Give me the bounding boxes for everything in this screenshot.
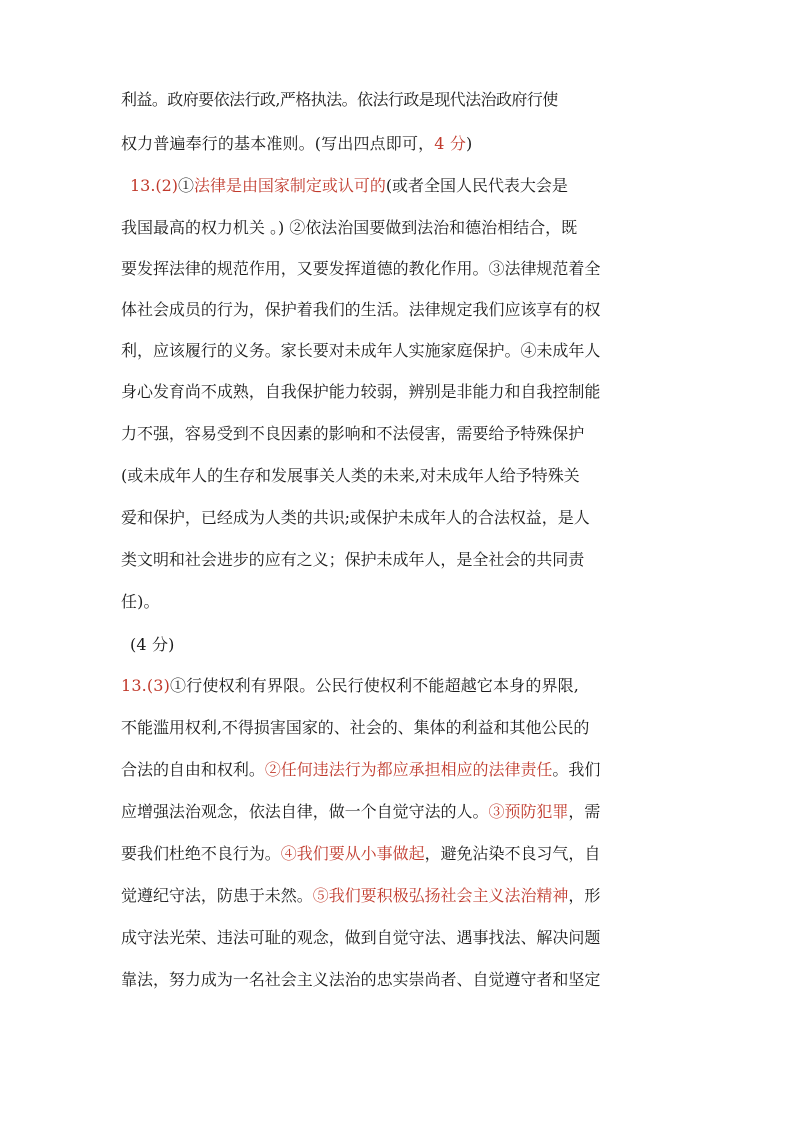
body-text: 利，应该履行的义务。家长要对未成年人实施家庭保护。④未成年人 <box>121 341 601 360</box>
body-text: 力不强，容易受到不良因素的影响和不法侵害，需要给予特殊保护 <box>121 424 585 443</box>
text-line <box>121 254 600 284</box>
text-line <box>121 797 600 827</box>
body-text: ，需 <box>568 802 601 821</box>
highlight-text: ②任何违法行为都应承担相应的法律责任 <box>264 760 553 779</box>
text-line <box>121 881 600 911</box>
highlight-text: 法律是由国家制定或认可的 <box>194 176 386 195</box>
highlight-text: ③预防犯罪 <box>488 802 569 821</box>
text-line <box>121 671 579 701</box>
text-line <box>121 377 600 407</box>
text-line <box>121 545 584 575</box>
text-line <box>121 965 600 995</box>
highlight-text: ④我们要从小事做起 <box>280 844 425 863</box>
body-text: ，形 <box>568 886 601 905</box>
highlight-text: 13.(3) <box>121 676 171 695</box>
body-text: ，避免沾染不良习气，自 <box>424 844 601 863</box>
body-text: 权力普遍奉行的基本准则。(写出四点即可， <box>121 134 435 153</box>
body-text: 任)。 <box>121 592 160 611</box>
text-line <box>121 295 600 325</box>
body-text: 觉遵纪守法，防患于未然。 <box>121 886 313 905</box>
body-text: (4 分) <box>130 635 175 654</box>
body-text: 体社会成员的行为，保护着我们的生活。法律规定我们应该享有的权 <box>121 300 601 319</box>
body-text: 我国最高的权力机关 。) ②依法治国要做到法治和德治相结合，既 <box>121 218 578 237</box>
body-text: (或者全国人民代表大会是 <box>385 176 568 195</box>
body-text: (或未成年人的生存和发展事关人类的未来,对未成年人给予特殊关 <box>121 466 580 485</box>
body-text: 爱和保护，已经成为人类的共识;或保护未成年人的合法权益，是人 <box>121 508 590 527</box>
body-text: 身心发育尚不成熟，自我保护能力较弱，辨别是非能力和自我控制能 <box>121 382 601 401</box>
body-text: 要我们杜绝不良行为。 <box>121 844 281 863</box>
body-text: 靠法，努力成为一名社会主义法治的忠实崇尚者、自觉遵守者和坚定 <box>121 970 601 989</box>
body-text: 不能滥用权利,不得损害国家的、社会的、集体的利益和其他公民的 <box>121 718 590 737</box>
text-line <box>121 461 580 491</box>
highlight-text: 13.(2) <box>130 176 179 195</box>
text-line <box>121 587 160 617</box>
body-text: 合法的自由和权利。 <box>121 760 265 779</box>
body-text: ) <box>465 134 473 153</box>
text-line <box>130 630 175 660</box>
body-text: ① <box>178 176 194 195</box>
text-line <box>121 85 558 115</box>
body-text: 。我们 <box>552 760 601 779</box>
body-text: 成守法光荣、违法可耻的观念，做到自觉守法、遇事找法、解决问题 <box>121 928 601 947</box>
text-line <box>121 503 590 533</box>
body-text: 应增强法治观念，依法自律，做一个自觉守法的人。 <box>121 802 489 821</box>
highlight-text: 4 分 <box>434 134 466 153</box>
text-line <box>130 171 568 201</box>
text-line <box>121 755 600 785</box>
text-line <box>121 839 600 869</box>
body-text: 利益。政府要依法行政,严格执法。依法行政是现代法治政府行使 <box>121 90 558 109</box>
text-line <box>121 129 472 159</box>
text-line <box>121 336 600 366</box>
text-line <box>121 923 600 953</box>
text-line <box>121 213 577 243</box>
body-text: 类文明和社会进步的应有之义；保护未成年人，是全社会的共同责 <box>121 550 585 569</box>
text-line <box>121 419 584 449</box>
body-text: 要发挥法律的规范作用，又要发挥道德的教化作用。③法律规范着全 <box>121 259 601 278</box>
body-text: ①行使权利有界限。公民行使权利不能超越它本身的界限, <box>170 676 580 695</box>
text-line <box>121 713 589 743</box>
highlight-text: ⑤我们要积极弘扬社会主义法治精神 <box>312 886 569 905</box>
